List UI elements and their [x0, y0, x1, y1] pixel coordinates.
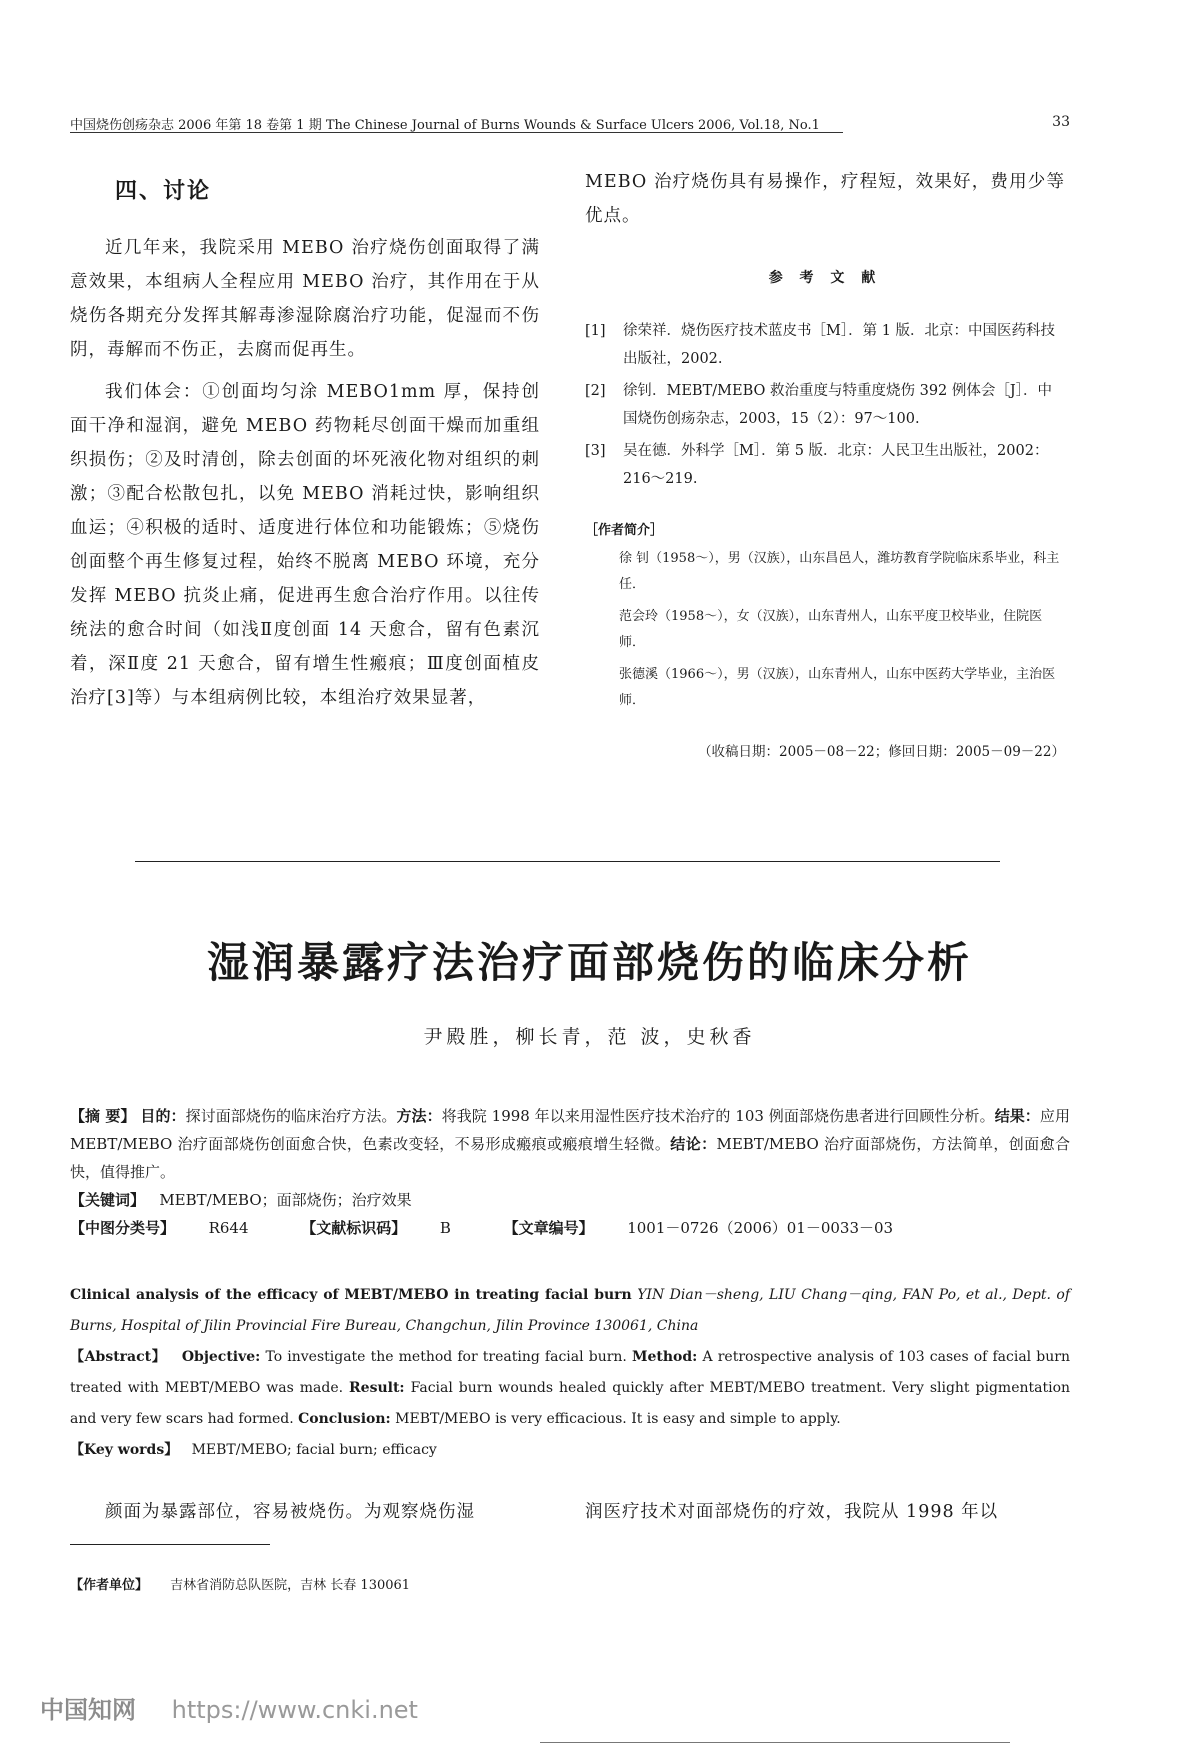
footnote-rule	[70, 1544, 270, 1545]
footnote-text: 吉林省消防总队医院，吉林 长春 130061	[170, 1578, 411, 1593]
body-text-left: 颜面为暴露部位，容易被烧伤。为观察烧伤湿	[105, 1502, 475, 1522]
reference-text: 吴在德．外科学［M］．第 5 版．北京：人民卫生出版社，2002：216～219.	[623, 443, 1049, 487]
article-authors: 尹殿胜，柳长青，范 波，史秋香	[423, 1026, 756, 1048]
reference-text: 徐荣祥．烧伤医疗技术蓝皮书［M］．第 1 版．北京：中国医药科技出版社，2002.	[623, 323, 1056, 367]
conclusion-label: 结论：	[670, 1135, 717, 1153]
article-divider	[135, 861, 1000, 862]
english-result: Facial burn wounds healed quickly after MEBT/MEBO treatment. Very slight pigmentation and very few scars had formed.	[70, 1380, 1071, 1427]
result-text: 应用 MEBT/MEBO 治疗面部烧伤创面愈合快，色素改变轻，不易形成瘢痕或瘢痕增生轻微。	[70, 1107, 1070, 1153]
english-title: Clinical analysis of the efficacy of MEBT/MEBO in treating facial burn	[70, 1287, 632, 1303]
discussion-continuation: MEBO 治疗烧伤具有易操作，疗程短，效果好，费用少等优点。	[585, 172, 1065, 226]
english-method-label: Method:	[632, 1349, 698, 1365]
english-result-label: Result:	[349, 1380, 405, 1396]
footnote-label: 【作者单位】	[70, 1578, 149, 1593]
discussion-column	[70, 174, 540, 715]
english-objective: To investigate the method for treating facial burn.	[265, 1349, 627, 1365]
header-rule	[70, 132, 843, 133]
english-keywords: MEBT/MEBO; facial burn; efficacy	[191, 1442, 437, 1458]
journal-line: 中国烧伤创疡杂志 2006 年第 18 卷第 1 期 The Chinese Journal of Burns Wounds & Surface Ulcers 2006, Vol.18, No.1	[70, 118, 820, 133]
cnki-url: https://www.cnki.net	[171, 1696, 418, 1724]
english-affiliation: Dept. of Burns, Hospital of Jilin Provincial Fire Bureau, Changchun, Jilin Province 130061, China	[70, 1287, 1071, 1334]
discussion-paragraph-1: 近几年来，我院采用 MEBO 治疗烧伤创面取得了满意效果，本组病人全程应用 MEBO 治疗，其作用在于从烧伤各期充分发挥其解毒渗湿除腐治疗功能，促湿而不伤阴，毒解而不伤正，去腐而促再生。	[70, 238, 540, 360]
references-title: 参 考 文 献	[768, 270, 882, 286]
keywords-text: MEBT/MEBO；面部烧伤；治疗效果	[159, 1191, 412, 1209]
reference-item	[585, 317, 1065, 373]
english-authors: YIN Dian－sheng, LIU Chang－qing, FAN Po, et al.,	[637, 1287, 1007, 1303]
method-text: 将我院 1998 年以来用湿性医疗技术治疗的 103 例面部烧伤患者进行回顾性分析。	[441, 1107, 995, 1125]
author-intro: 徐 钊（1958～），男（汉族），山东昌邑人，潍坊教育学院临床系毕业，科主任．	[619, 551, 1060, 592]
author-intro-label: ［作者简介］	[585, 523, 664, 538]
discussion-paragraph-2: 我们体会：①创面均匀涂 MEBO1mm 厚，保持创面干净和湿润，避免 MEBO 药物耗尽创面干燥而加重组织损伤；②及时清创，除去创面的坏死液化物对组织的刺激；③配合松散包扎，以免 MEBO 消耗过快，影响组织血运；④积极的适时、适度进行体位和功能锻炼；⑤烧伤创面整个再生修复过程，始终不脱离 MEBO 环境，充分发挥 MEBO 抗炎止痛，促进再生愈合治疗作用。以往传统法的愈合时间（如浅Ⅱ度创面 14 天愈合，留有色素沉着，深Ⅱ度 21 天愈合，留有增生性瘢痕；Ⅲ度创面植皮治疗[3]等）与本组病例比较，本组治疗效果显著，	[70, 382, 540, 708]
objective-label: 目的：	[140, 1107, 186, 1125]
bottom-rule	[540, 1742, 1010, 1743]
objective-text: 探讨面部烧伤的临床治疗方法。	[185, 1107, 397, 1125]
author-intro: 范会玲（1958～），女（汉族），山东青州人，山东平度卫校毕业，住院医师．	[619, 609, 1043, 650]
method-label: 方法：	[396, 1107, 442, 1125]
cnki-logo: 中国知网	[40, 1696, 136, 1724]
keywords-label: 【关键词】	[70, 1191, 146, 1209]
reference-item	[585, 377, 1065, 433]
article-title: 湿润暴露疗法治疗面部烧伤的临床分析	[206, 938, 972, 987]
result-label: 结果：	[994, 1107, 1040, 1125]
doc-code-label: 【文献标识码】	[301, 1219, 407, 1237]
abstract-label: 【摘 要】	[70, 1107, 136, 1125]
reference-number: [2]	[585, 383, 606, 399]
reference-text: 徐钊．MEBT/MEBO 救治重度与特重度烧伤 392 例体会［J］．中国烧伤创疡杂志，2003，15（2）：97～100.	[623, 383, 1052, 427]
page-number: 33	[1052, 114, 1070, 130]
article-no-label: 【文章编号】	[503, 1219, 594, 1237]
references-column	[585, 165, 1065, 760]
chinese-abstract	[70, 1102, 1070, 1242]
english-conclusion-label: Conclusion:	[298, 1411, 391, 1427]
english-conclusion: MEBT/MEBO is very efficacious. It is easy and simple to apply.	[395, 1411, 841, 1427]
author-intro: 张德溪（1966～），男（汉族），山东青州人，山东中医药大学毕业，主治医师．	[619, 667, 1056, 708]
reference-number: [3]	[585, 443, 606, 459]
english-keywords-label: 【Key words】	[70, 1442, 179, 1458]
cnki-watermark	[40, 1690, 418, 1725]
class-value: R644	[208, 1219, 249, 1237]
english-abstract-label: 【Abstract】	[70, 1349, 167, 1365]
author-affiliation-footnote	[70, 1574, 410, 1593]
conclusion-text: MEBT/MEBO 治疗面部烧伤，方法简单，创面愈合快，值得推广。	[70, 1135, 1070, 1181]
english-method: A retrospective analysis of 103 cases of facial burn treated with MEBT/MEBO was made.	[70, 1349, 1070, 1396]
body-text-right: 润医疗技术对面部烧伤的疗效，我院从 1998 年以	[585, 1502, 999, 1522]
reference-number: [1]	[585, 323, 606, 339]
article-no-value: 1001－0726（2006）01－0033－03	[627, 1219, 894, 1237]
received-dates: （收稿日期：2005－08－22；修回日期：2005－09－22）	[698, 744, 1065, 760]
english-abstract	[70, 1280, 1070, 1466]
class-label: 【中图分类号】	[70, 1219, 176, 1237]
section-title: 四、讨论	[115, 178, 212, 204]
english-objective-label: Objective:	[181, 1349, 261, 1365]
doc-code-value: B	[439, 1219, 451, 1237]
reference-item	[585, 437, 1065, 493]
